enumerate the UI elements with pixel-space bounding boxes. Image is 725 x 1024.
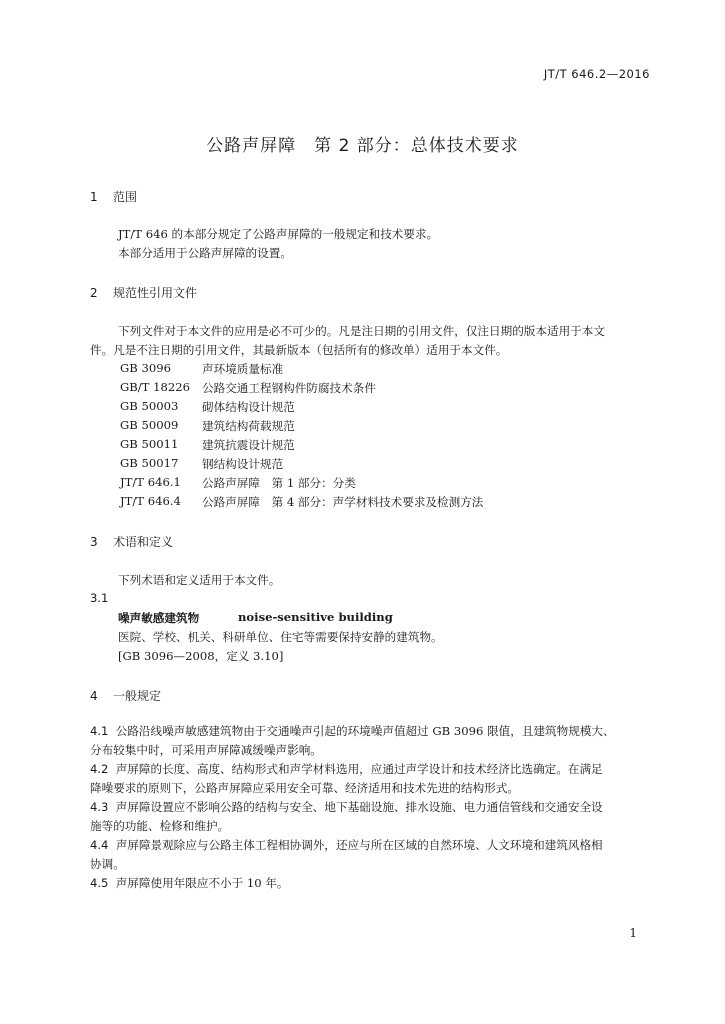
ref-code: JT/T 646.1	[120, 475, 181, 489]
clause-number: 4.2	[90, 762, 109, 776]
paragraph: 本部分适用于公路声屏障的设置。	[118, 246, 292, 260]
ref-name: 砌体结构设计规范	[202, 400, 295, 414]
clause-number: 4.5	[90, 876, 109, 890]
ref-code: GB 50017	[120, 456, 179, 470]
ref-name: 钢结构设计规范	[202, 457, 284, 471]
section-number: 2	[90, 286, 98, 300]
ref-name: 声环境质量标准	[202, 362, 284, 376]
paragraph: 下列术语和定义适用于本文件。	[118, 573, 281, 587]
section-3-heading	[90, 533, 173, 550]
ref-code: GB 3096	[120, 361, 171, 375]
clause-4-3	[90, 799, 603, 815]
ref-code: GB 50003	[120, 399, 179, 413]
term-definition: 医院、学校、机关、科研单位、住宅等需要保持安静的建筑物。	[118, 630, 443, 644]
paragraph: JT/T 646 的本部分规定了公路声屏障的一般规定和技术要求。	[118, 227, 439, 241]
page-number: 1	[629, 926, 637, 940]
clause-text: 分布较集中时，可采用声屏障减缓噪声影响。	[90, 743, 322, 757]
clause-4-5	[90, 875, 289, 891]
clause-4-2	[90, 761, 603, 777]
section-title: 术语和定义	[113, 535, 174, 549]
section-number: 3	[90, 535, 98, 549]
ref-name: 公路交通工程钢构件防腐技术条件	[202, 381, 376, 395]
clause-number: 4.3	[90, 800, 109, 814]
paragraph: 件。凡是不注日期的引用文件，其最新版本（包括所有的修改单）适用于本文件。	[90, 343, 508, 357]
term-source: [GB 3096—2008，定义 3.10]	[118, 649, 284, 663]
section-1-heading	[90, 188, 137, 205]
clause-text: 公路沿线噪声敏感建筑物由于交通噪声引起的环境噪声值超过 GB 3096 限值，且建筑物规模大、	[115, 724, 615, 738]
ref-code: GB/T 18226	[120, 380, 190, 394]
clause-number: 4.1	[90, 724, 109, 738]
term-chinese: 噪声敏感建筑物	[118, 611, 200, 625]
ref-name: 建筑结构荷载规范	[202, 419, 295, 433]
standard-number: JT/T 646.2—2016	[543, 67, 650, 81]
clause-4-1	[90, 723, 615, 739]
clause-text: 声屏障设置应不影响公路的结构与安全、地下基础设施、排水设施、电力通信管线和交通安全设	[115, 800, 603, 814]
term-english: noise-sensitive building	[238, 610, 393, 624]
section-title: 规范性引用文件	[113, 286, 198, 300]
clause-number: 4.4	[90, 838, 109, 852]
section-4-heading	[90, 687, 161, 704]
clause-text: 声屏障的长度、高度、结构形式和声学材料选用，应通过声学设计和技术经济比选确定。在满足	[115, 762, 603, 776]
ref-name: 公路声屏障 第 4 部分：声学材料技术要求及检测方法	[202, 495, 484, 509]
clause-text: 降噪要求的原则下，公路声屏障应采用安全可靠、经济适用和技术先进的结构形式。	[90, 781, 519, 795]
ref-code: JT/T 646.4	[120, 494, 181, 508]
ref-code: GB 50011	[120, 437, 179, 451]
clause-text: 施等的功能、检修和维护。	[90, 819, 230, 833]
clause-text: 协调。	[90, 857, 125, 871]
term-number: 3.1	[90, 591, 109, 605]
ref-code: GB 50009	[120, 418, 179, 432]
clause-text: 声屏障使用年限应不小于 10 年。	[115, 876, 289, 890]
section-title: 范围	[113, 190, 138, 204]
section-number: 1	[90, 190, 98, 204]
document-title: 公路声屏障 第 2 部分：总体技术要求	[206, 136, 519, 156]
clause-4-4	[90, 837, 603, 853]
section-2-heading	[90, 284, 197, 301]
ref-name: 建筑抗震设计规范	[202, 438, 295, 452]
paragraph: 下列文件对于本文件的应用是必不可少的。凡是注日期的引用文件，仅注日期的版本适用于本文	[118, 324, 605, 338]
clause-text: 声屏障景观除应与公路主体工程相协调外，还应与所在区域的自然环境、人文环境和建筑风格相	[115, 838, 603, 852]
section-title: 一般规定	[113, 689, 162, 703]
section-number: 4	[90, 689, 98, 703]
ref-name: 公路声屏障 第 1 部分：分类	[202, 476, 356, 490]
